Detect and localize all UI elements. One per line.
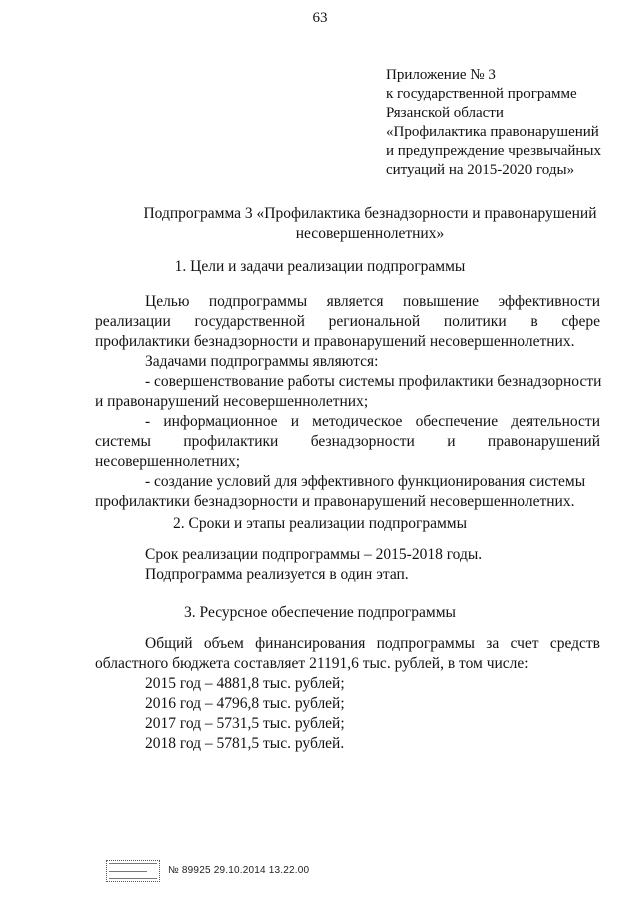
subprogram-title-line: Подпрограмма 3 «Профилактика безнадзорности и правонарушений (143, 205, 597, 222)
registration-stamp (106, 860, 160, 882)
term-line: Подпрограмма реализуется в один этап. (145, 566, 409, 583)
goal-text-line: профилактики безнадзорности и правонарушений несовершеннолетних. (95, 333, 575, 350)
section1-body (95, 292, 602, 512)
task-line: профилактики безнадзорности и правонарушений несовершеннолетних. (95, 493, 575, 510)
task-line: - информационное и методическое обеспечение деятельности (145, 413, 600, 430)
section3-title: 3. Ресурсное обеспечение подпрограммы (184, 604, 456, 621)
page-number: 63 (312, 10, 328, 26)
section2-body (115, 545, 600, 585)
annex-line: ситуаций на 2015-2020 годы» (386, 162, 575, 178)
subprogram-title-line: несовершеннолетних» (295, 225, 445, 242)
funding-year-line: 2015 год – 4881,8 тыс. рублей; (145, 675, 345, 692)
funding-year-line: 2017 год – 5731,5 тыс. рублей; (145, 715, 345, 732)
annex-line: «Профилактика правонарушений (386, 124, 599, 140)
task-line: системы профилактики безнадзорности и правонарушений (95, 433, 600, 450)
registration-footer (106, 856, 309, 886)
task-line: несовершеннолетних; (95, 453, 241, 470)
funding-line: областного бюджета составляет 21191,6 тыс. рублей, в том числе: (95, 655, 529, 672)
registration-number: № 89925 29.10.2014 13.22.00 (168, 865, 310, 876)
term-line: Срок реализации подпрограммы – 2015-2018 годы. (145, 546, 483, 563)
annex-line: к государственной программе (386, 86, 577, 102)
annex-line: Приложение № 3 (386, 67, 496, 83)
goal-text-line: Целью подпрограммы является повышение эффективности (145, 293, 600, 310)
tasks-intro: Задачами подпрограммы являются: (145, 353, 379, 370)
task-line: - создание условий для эффективного функционирования системы (145, 473, 586, 490)
annex-block (386, 66, 626, 180)
annex-line: и предупреждение чрезвычайных (386, 143, 602, 159)
section3-body (95, 634, 600, 754)
annex-line: Рязанской области (386, 105, 504, 121)
section1-title: 1. Цели и задачи реализации подпрограммы (174, 258, 466, 275)
funding-line: Общий объем финансирования подпрограммы за счет средств (145, 635, 600, 652)
funding-year-line: 2018 год – 5781,5 тыс. рублей. (145, 735, 345, 752)
funding-year-line: 2016 год – 4796,8 тыс. рублей; (145, 695, 345, 712)
goal-text-line: реализации государственной региональной политики в сфере (95, 313, 600, 330)
section2-title: 2. Сроки и этапы реализации подпрограммы (172, 515, 467, 532)
task-line: и правонарушений несовершеннолетних; (95, 393, 369, 410)
subprogram-title (100, 204, 640, 244)
task-line: - совершенствование работы системы профилактики безнадзорности (145, 373, 602, 390)
